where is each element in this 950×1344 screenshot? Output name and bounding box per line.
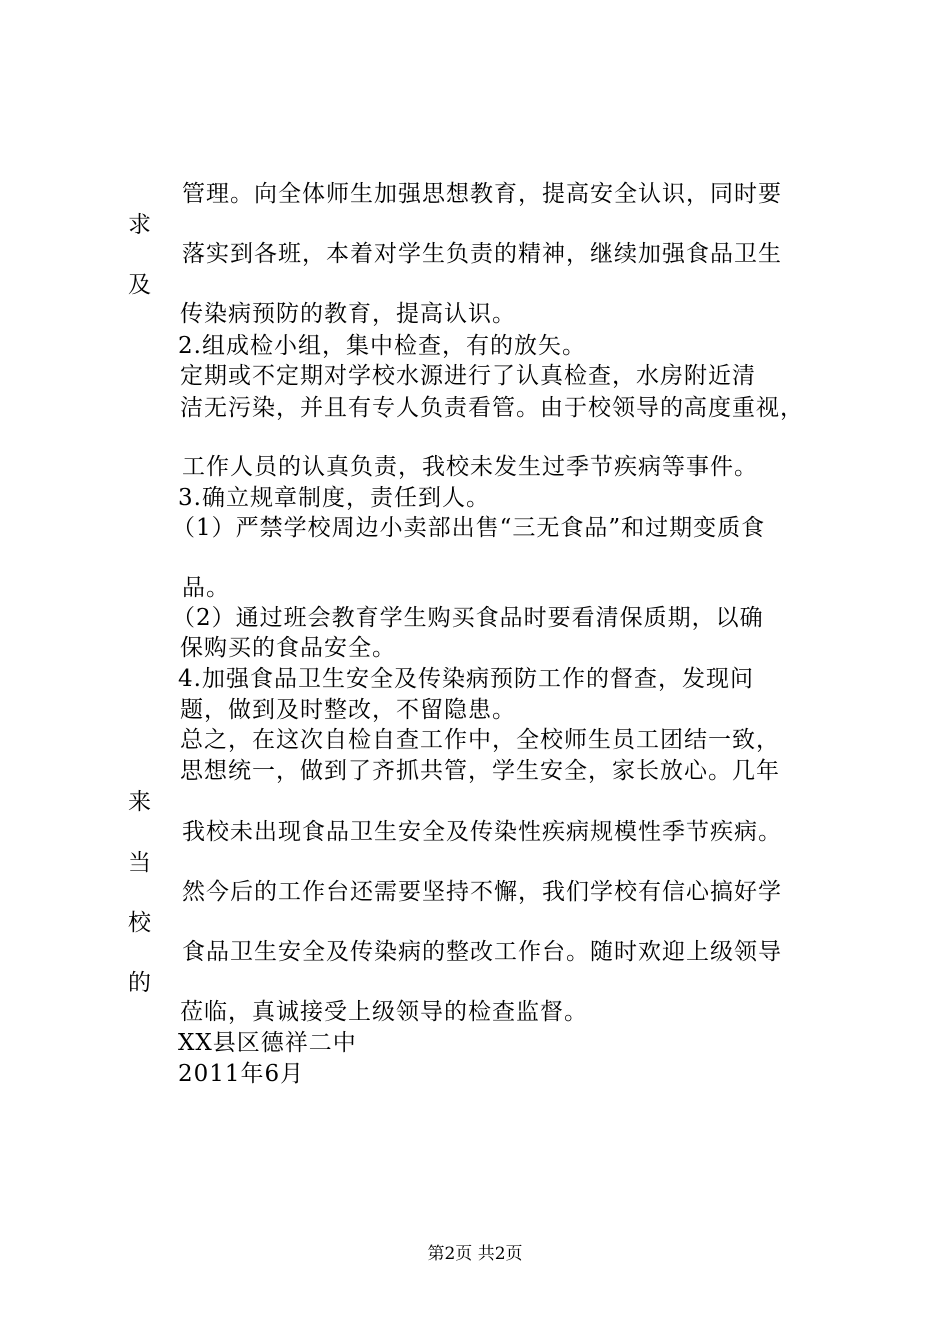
text-line: 求 xyxy=(128,212,152,238)
document-date: 2011年6月 xyxy=(178,1061,305,1087)
text-line: （2）通过班会教育学生购买食品时要看清保质期，以确 xyxy=(172,605,764,631)
text-line: 来 xyxy=(128,789,152,815)
text-line: 然今后的工作台还需要坚持不懈，我们学校有信心搞好学 xyxy=(182,879,782,905)
text-line: 当 xyxy=(128,850,152,876)
page-footer: 第2页 共2页 xyxy=(427,1244,523,1264)
text-line: 思想统一，做到了齐抓共管，学生安全，家长放心。几年 xyxy=(180,758,780,784)
text-line: 的 xyxy=(128,970,152,996)
text-line: 管理。向全体师生加强思想教育，提高安全认识，同时要 xyxy=(182,181,782,207)
text-line: 我校未出现食品卫生安全及传染性疾病规模性季节疾病。 xyxy=(182,819,782,845)
school-name: XX县区德祥二中 xyxy=(178,1030,357,1056)
text-line: 校 xyxy=(128,910,152,936)
text-line: 落实到各班，本着对学生负责的精神，继续加强食品卫生 xyxy=(182,241,782,267)
text-line: 保购买的食品安全。 xyxy=(180,635,396,661)
text-line: 食品卫生安全及传染病的整改工作台。随时欢迎上级领导 xyxy=(182,939,782,965)
text-line: 题，做到及时整改，不留隐患。 xyxy=(180,697,516,723)
text-line: 4.加强食品卫生安全及传染病预防工作的督查，发现问 xyxy=(178,666,754,692)
text-line: 传染病预防的教育，提高认识。 xyxy=(180,301,516,327)
text-line: 洁无污染，并且有专人负责看管。由于校领导的高度重视， xyxy=(180,395,804,421)
text-line: 及 xyxy=(128,272,152,298)
text-line: 品。 xyxy=(182,575,230,601)
text-line: 定期或不定期对学校水源进行了认真检查，水房附近清 xyxy=(180,363,756,389)
text-line: 总之，在这次自检自查工作中，全校师生员工团结一致， xyxy=(180,727,780,753)
text-line: 2.组成检小组，集中检查，有的放矢。 xyxy=(178,333,586,359)
text-line: 3.确立规章制度，责任到人。 xyxy=(178,485,490,511)
text-line: 莅临，真诚接受上级领导的检查监督。 xyxy=(180,999,588,1025)
text-line: 工作人员的认真负责，我校未发生过季节疾病等事件。 xyxy=(182,454,758,480)
text-line: （1）严禁学校周边小卖部出售“三无食品”和过期变质食 xyxy=(172,515,766,541)
